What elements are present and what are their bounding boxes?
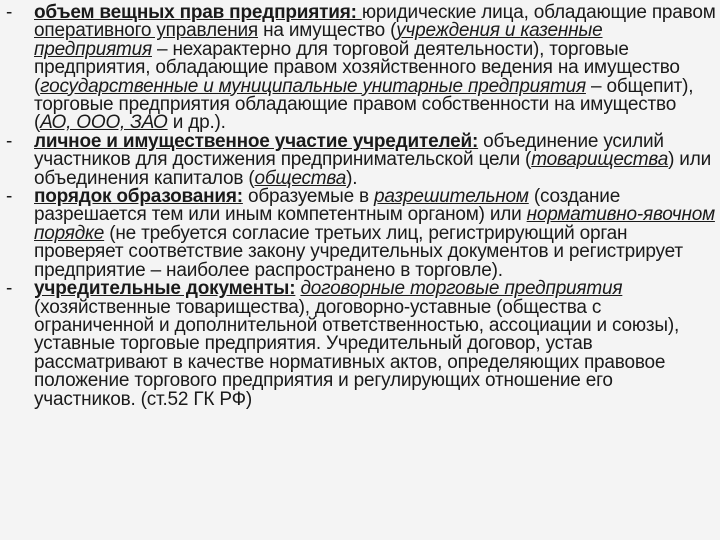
list-item-text [34, 186, 715, 281]
bullet-dash: - [6, 130, 13, 152]
emphasized-text: учреждения и казенные предприятия [34, 20, 603, 60]
bullet-dash: - [6, 186, 13, 208]
list-item [0, 130, 716, 189]
body-text: (хозяйственные товарищества), договорно-уставные (общества с ограниченной и дополнительной ответственностью, ассоциации и союзы), уставные торговые предприятия. Учредительный договор, устав рассматривают в качестве нормативных актов, определяющих правовое положение торгового предприятия и регулирующих отношение его участников. (ст.52 ГК РФ) [34, 296, 680, 410]
emphasized-text: товарищества [531, 149, 669, 171]
emphasized-text: государственные и муниципальные унитарные предприятия [40, 75, 586, 97]
body-text: юридические лица, обладающие правом [361, 2, 716, 23]
emphasized-text: порядок образования: [34, 186, 243, 208]
body-text: на имущество ( [258, 20, 397, 42]
emphasized-text: учредительные документы: [34, 278, 296, 300]
bullet-dash: - [6, 278, 13, 300]
emphasized-text: разрешительном [374, 186, 529, 208]
emphasized-text: общества [254, 167, 347, 189]
emphasized-text: договорные торговые предприятия [300, 278, 623, 300]
bullet-dash: - [6, 2, 13, 23]
emphasized-text: оперативного управления [34, 20, 258, 42]
list-item-text [34, 2, 716, 133]
body-text: (не требуется согласие третьих лиц, регистрирующий орган проверяет соответствие закону учредительных документов и регистрирует предприятие – наиболее распространено в торговле). [34, 222, 683, 281]
body-text: ) или объединения капиталов ( [34, 149, 712, 189]
body-text: – общепит), торговые предприятия обладающие правом собственности на имущество ( [34, 75, 694, 134]
bullet-list [0, 4, 716, 409]
body-text: объединение усилий участников для достижения предпринимательской цели ( [34, 130, 664, 171]
list-item [0, 188, 716, 280]
emphasized-text: АО, ООО, ЗАО [40, 112, 168, 134]
list-item [0, 280, 716, 409]
emphasized-text: нормативно-явочном порядке [34, 204, 715, 244]
body-text: ). [346, 167, 358, 189]
body-text: и др.). [167, 112, 226, 134]
body-text: образуемые в [242, 186, 375, 208]
emphasized-text: личное и имущественное участие учредителей: [34, 130, 479, 152]
list-item-text [34, 131, 711, 189]
body-text: – нехарактерно для торговой деятельности), торговые предприятия, обладающие правом хозяйственного ведения на имущество ( [34, 38, 680, 97]
emphasized-text: объем вещных прав предприятия: [34, 2, 362, 23]
list-item [0, 4, 716, 133]
list-item-text [34, 278, 679, 409]
body-text: (создание разрешается тем или иным компетентным органом) или [34, 186, 621, 226]
